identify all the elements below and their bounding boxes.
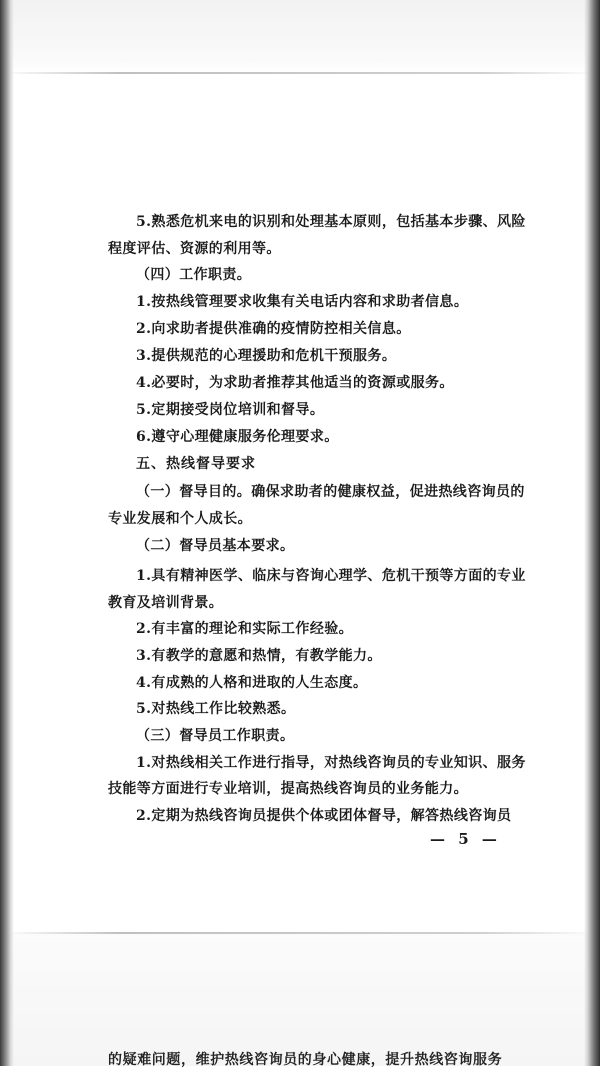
section-heading: 五、热线督导要求 [136,456,256,472]
text-line: 技能等方面进行专业培训，提高热线咨询员的业务能力。 [108,781,468,797]
list-item: 2.向求助者提供准确的疫情防控相关信息。 [136,321,411,337]
text-line: 专业发展和个人成长。 [108,511,252,527]
list-item: 4.有成熟的人格和进取的人生态度。 [136,675,368,691]
section-subheading: （二）督导员基本要求。 [136,538,295,554]
next-page-text-fragment: 的疑难问题，维护热线咨询员的身心健康，提升热线咨询服务 [108,1052,503,1068]
text-line: 程度评估、资源的利用等。 [108,241,281,257]
list-item: 2.定期为热线咨询员提供个体或团体督导，解答热线咨询员 [136,808,512,824]
list-item: 3.有教学的意愿和热情，有教学能力。 [136,648,382,664]
list-item: 5.对热线工作比较熟悉。 [136,701,296,717]
section-subheading: （四）工作职责。 [136,267,252,283]
section-subheading: （三）督导员工作职责。 [136,728,295,744]
list-item: 3.提供规范的心理援助和危机干预服务。 [136,348,397,364]
list-item: 2.有丰富的理论和实际工作经验。 [136,621,354,637]
list-item: 6.遵守心理健康服务伦理要求。 [136,429,339,445]
text-line: 教育及培训背景。 [108,595,224,611]
list-item: 1.对热线相关工作进行指导，对热线咨询员的专业知识、服务 [136,755,526,771]
text-line: 5.熟悉危机来电的识别和处理基本原则，包括基本步骤、风险 [136,214,526,230]
list-item: 1.具有精神医学、临床与咨询心理学、危机干预等方面的专业 [136,568,526,584]
list-item: 4.必要时，为求助者推荐其他适当的资源或服务。 [136,375,454,391]
list-item: 5.定期接受岗位培训和督导。 [136,402,325,418]
page-number: — 5 — [430,830,501,848]
text-line: （一）督导目的。确保求助者的健康权益，促进热线咨询员的 [136,484,525,500]
list-item: 1.按热线管理要求收集有关电话内容和求助者信息。 [136,294,469,310]
